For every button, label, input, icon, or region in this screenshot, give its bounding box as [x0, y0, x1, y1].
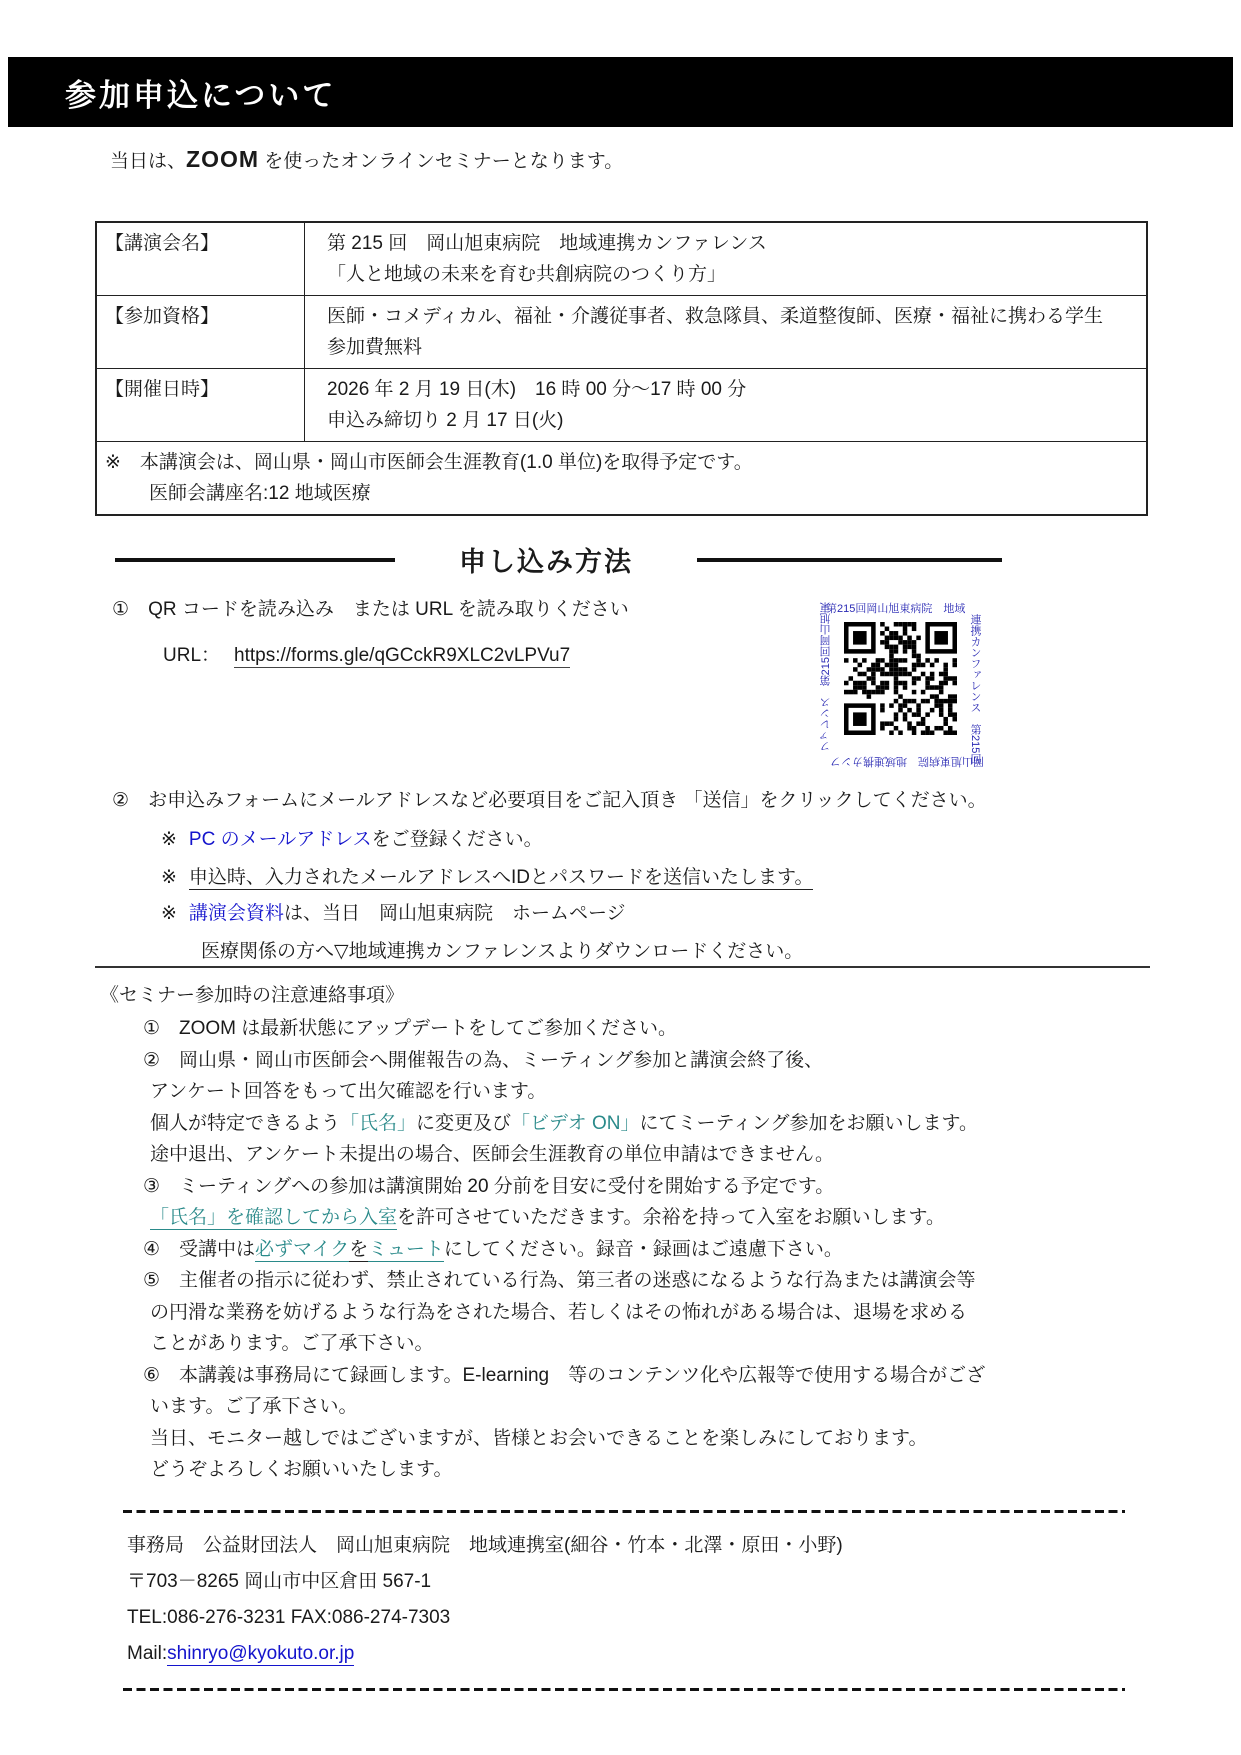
event-info-table	[95, 221, 1148, 516]
mail-line	[127, 1636, 843, 1672]
apply-method-title: 申し込み方法	[459, 547, 633, 577]
notice-item-6-line3: 当日、モニター越しではございますが、皆様とお会いできることを楽しみにしております。	[150, 1427, 928, 1449]
credit-note	[97, 442, 763, 514]
step-text: お申込みフォームにメールアドレスなど必要項目をご記入頂き 「送信」をクリックしてください。	[148, 790, 987, 811]
event-name-line1: 第 215 回 岡山旭東病院 地域連携カンファレンス	[327, 233, 767, 254]
row-content	[305, 223, 1146, 295]
row-content	[305, 296, 1146, 368]
seminar-notes-section	[0, 980, 1241, 1486]
heading-rule-left	[115, 558, 395, 562]
notice-item-5-line3: ことがあります。ご了承下さい。	[150, 1333, 434, 1354]
row-content	[305, 369, 1146, 441]
item-text	[179, 1234, 843, 1266]
event-name-line2: 「人と地域の未来を育む共創病院のつくり方」	[327, 264, 727, 285]
apply-step-2	[112, 785, 987, 812]
materials-line1	[161, 898, 803, 925]
notice-item-3	[143, 1171, 1241, 1203]
mail-link[interactable]: shinryo@kyokuto.or.jp	[167, 1643, 355, 1664]
note-id-password	[161, 862, 813, 889]
page-title: 参加申込について	[65, 77, 337, 113]
item-number: ③	[143, 1175, 161, 1197]
intro-post: を使ったオンラインセミナーとなります。	[259, 151, 624, 172]
notice-item-2-line2: アンケート回答をもって出欠確認を行います。	[150, 1081, 547, 1102]
footer-contact	[127, 1528, 843, 1672]
heading-rule-right	[697, 558, 1002, 562]
item-text: ZOOM は最新状態にアップデートをしてご参加ください。	[179, 1018, 677, 1039]
notice-item-6-line4: どうぞよろしくお願いいたします。	[150, 1459, 453, 1480]
mic-highlight: 必ずマイク	[255, 1238, 350, 1260]
segment: を	[349, 1238, 369, 1260]
eligibility-line2: 参加費無料	[327, 337, 423, 358]
table-row-note	[97, 442, 1146, 514]
header-bar	[8, 57, 1233, 127]
notice-item-3-line2	[150, 1202, 1241, 1234]
table-row-eligibility	[97, 296, 1146, 369]
materials-rest: は、当日 岡山旭東病院 ホームページ	[283, 903, 626, 924]
segment: にしてください。録音・録画はご遠慮下さい。	[443, 1238, 843, 1260]
credit-note-line2: 医師会講座名:12 地域医療	[149, 483, 371, 504]
note-pc-mail	[161, 824, 543, 851]
segment: 個人が特定できるよう	[150, 1112, 341, 1134]
entry-check-highlight: 「氏名」を確認してから入室	[150, 1207, 398, 1228]
item-text: 主催者の指示に従わず、禁止されている行為、第三者の迷惑になるような行為または講演会等	[179, 1270, 976, 1291]
mail-label: Mail:	[127, 1643, 168, 1664]
item-number: ⑥	[143, 1364, 161, 1386]
qr-caption-top: 第215回岡山旭東病院 地域	[826, 603, 966, 615]
table-row-event-name	[97, 223, 1146, 296]
notice-item-2-line4: 途中退出、アンケート未提出の場合、医師会生涯教育の単位申請はできません。	[150, 1144, 835, 1165]
notice-item-2-line3	[150, 1108, 1241, 1140]
item-number: ⑤	[143, 1270, 161, 1291]
qr-code	[844, 622, 957, 735]
table-row-datetime	[97, 369, 1146, 442]
notice-item-4	[143, 1234, 1241, 1266]
segment: に変更及び	[416, 1112, 512, 1134]
id-password-text: 申込時、入力されたメールアドレスへIDとパスワードを送信いたします。	[188, 867, 814, 888]
video-on-highlight: 「ビデオ ON」	[511, 1112, 640, 1134]
step-number: ①	[112, 599, 130, 620]
intro-pre: 当日は、	[110, 151, 187, 172]
tel-fax-line: TEL:086-276-3231 FAX:086-274-7303	[127, 1607, 451, 1628]
materials-line2: 医療関係の方へ▽地域連携カンファレンスよりダウンロードください。	[201, 941, 804, 962]
name-highlight: 「氏名」	[340, 1112, 417, 1134]
note-rest: をご登録ください。	[371, 829, 543, 850]
mute-highlight: ミュート	[368, 1238, 444, 1260]
notice-item-6-line2: います。ご了承下さい。	[150, 1396, 358, 1417]
notes-heading: 《セミナー参加時の注意連絡事項》	[100, 985, 405, 1006]
qr-caption-right: 連携カンファレンス 第215回	[969, 614, 981, 765]
eligibility-line1: 医師・コメディカル、福祉・介護従事者、救急隊員、柔道整復師、医療・福祉に携わる学生	[327, 306, 1103, 327]
qr-code-block	[818, 600, 983, 768]
row-label: 【参加資格】	[97, 296, 305, 368]
item-number: ④	[143, 1238, 161, 1260]
note-mark: ※	[161, 903, 177, 924]
step-number: ②	[112, 790, 130, 811]
notice-item-1	[143, 1013, 1241, 1045]
note-mark: ※	[161, 867, 177, 888]
intro-line	[110, 146, 623, 173]
item-number: ①	[143, 1018, 161, 1039]
segment: にてミーティング参加をお願いします。	[639, 1112, 979, 1134]
url-line	[163, 640, 570, 667]
materials-highlight: 講演会資料	[188, 903, 284, 924]
item-number: ②	[143, 1049, 161, 1071]
apply-step-1	[112, 594, 629, 621]
office-line: 事務局 公益財団法人 岡山旭東病院 地域連携室(細谷・竹本・北澤・原田・小野)	[127, 1535, 843, 1556]
notice-item-2	[143, 1045, 1241, 1077]
qr-caption-bottom: 岡山旭東病院 地域連携カンフ	[830, 755, 984, 767]
qr-caption-left: ファレンス 第215回岡山旭東	[820, 602, 832, 753]
address-line: 〒703－8265 岡山市中区倉田 567-1	[127, 1571, 432, 1592]
note-mark: ※	[161, 829, 177, 850]
notice-item-5-line2: の円滑な業務を妨げるような行為をされた場合、若しくはその怖れがある場合は、退場を求める	[150, 1301, 968, 1323]
intro-zoom-word: ZOOM	[186, 146, 260, 172]
notice-item-6	[143, 1360, 1241, 1392]
apply-method-heading	[115, 540, 1002, 579]
notice-item-5	[143, 1265, 1241, 1297]
item-text: 岡山県・岡山市医師会へ開催報告の為、ミーティング参加と講演会終了後、	[179, 1049, 824, 1071]
section-divider	[95, 966, 1150, 968]
step-text: QR コードを読み込み または URL を読み取りください	[148, 599, 629, 620]
datetime-line2: 申込み締切り 2 月 17 日(火)	[327, 410, 564, 431]
item-text: 本講義は事務局にて録画します。E-learning 等のコンテンツ化や広報等で使用する場合がござ	[179, 1364, 986, 1386]
url-label: URL：	[163, 645, 221, 666]
datetime-line1: 2026 年 2 月 19 日(木) 16 時 00 分～17 時 00 分	[327, 379, 747, 400]
segment: 受講中は	[179, 1238, 256, 1260]
footer-dashed-rule-bottom	[123, 1688, 1125, 1691]
item-text: ミーティングへの参加は講演開始 20 分前を目安に受付を開始する予定です。	[179, 1175, 835, 1197]
note-materials	[161, 898, 803, 963]
segment: を許可させていただきます。余裕を持って入室をお願いします。	[397, 1207, 945, 1228]
credit-note-line1: ※ 本講演会は、岡山県・岡山市医師会生涯教育(1.0 単位)を取得予定です。	[105, 452, 753, 473]
row-label: 【開催日時】	[97, 369, 305, 441]
pc-mail-highlight: PC のメールアドレス	[188, 829, 372, 850]
registration-url-link[interactable]: https://forms.gle/qGCckR9XLC2vLPVu7	[234, 645, 571, 666]
row-label: 【講演会名】	[97, 223, 305, 295]
footer-dashed-rule-top	[123, 1510, 1125, 1513]
